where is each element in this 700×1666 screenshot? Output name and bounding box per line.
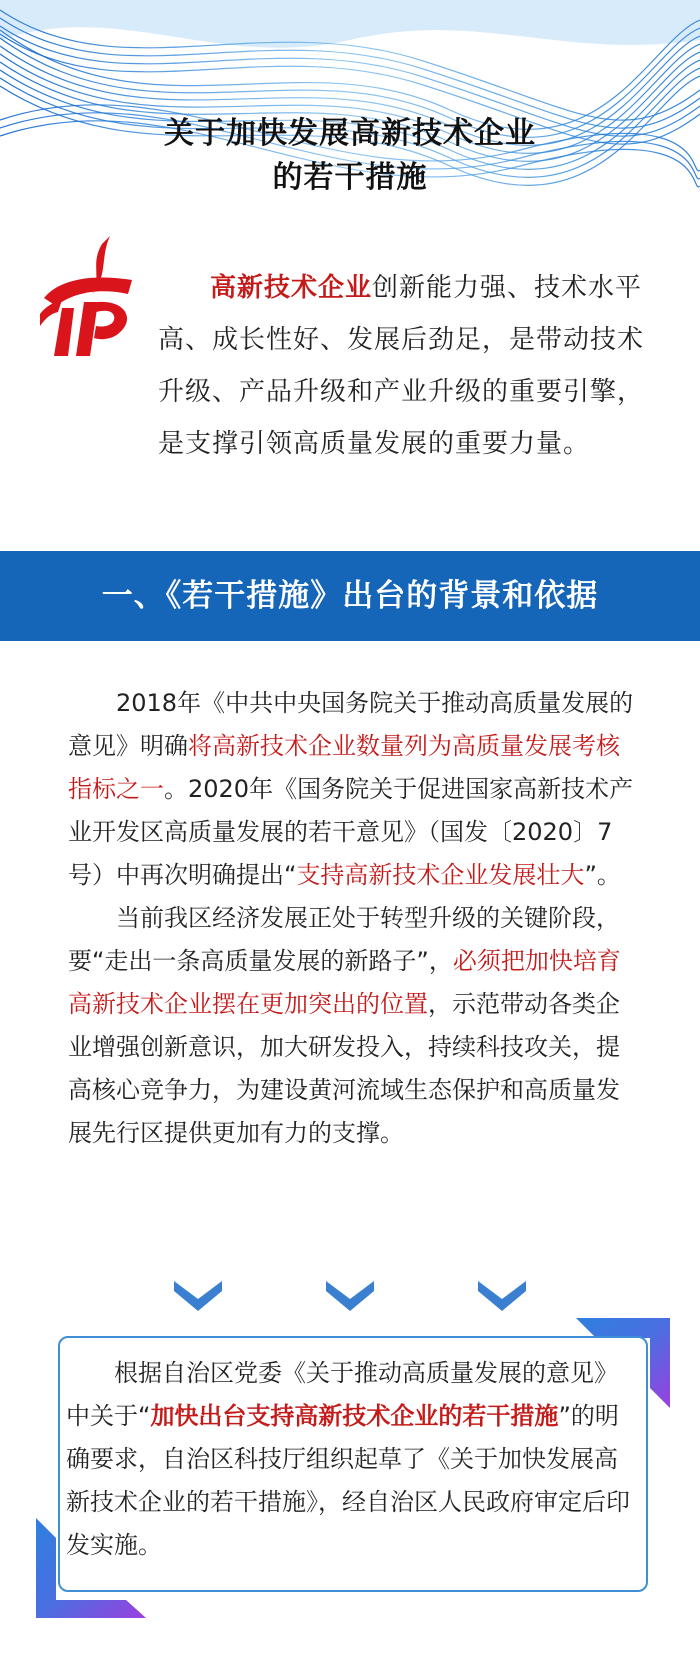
p1-text-1: 2018年《中共中央国务院关于推动高质量发展的意见》明确: [68, 689, 634, 760]
chevron-down-icon: [326, 1281, 374, 1311]
title-line-2: 的若干措施: [272, 160, 428, 195]
high-tech-logo-icon: [40, 236, 136, 356]
page-title: [0, 112, 700, 200]
section-header-band: [0, 551, 700, 641]
paragraph-background: [68, 682, 638, 897]
callout-text: [66, 1352, 640, 1567]
chevron-down-icon: [174, 1281, 222, 1311]
section-body: [68, 682, 638, 1155]
intro-paragraph: [158, 262, 658, 470]
intro-highlight: 高新技术企业: [210, 273, 373, 303]
p1-text-3: ”。: [584, 861, 621, 889]
callout-highlight: 加快出台支持高新技术企业的若干措施: [150, 1402, 559, 1430]
p2-text-2: ，示范带动各类企业增强创新意识，加大研发投入，持续科技攻关，提高核心竞争力，为建设黄河流域生态保护和高质量发展先行区提供更加有力的支撑。: [68, 990, 620, 1147]
intro-text: 创新能力强、技术水平高、成长性好、发展后劲足，是带动技术升级、产品升级和产业升级的重要引擎，是支撑引领高质量发展的重要力量。: [158, 273, 645, 459]
section-title: 一、《若干措施》出台的背景和依据: [101, 578, 599, 614]
callout-text-2: ”的明确要求，自治区科技厅组织起草了《关于加快发展高新技术企业的若干措施》，经自治区人民政府审定后印发实施。: [66, 1402, 630, 1559]
chevron-down-icon: [478, 1281, 526, 1311]
p1-text-2: 。2020年《国务院关于促进国家高新技术产业开发区高质量发展的若干意见》（国发〔2020〕7号）中再次明确提出“: [68, 775, 634, 889]
p2-text-1: 当前我区经济发展正处于转型升级的关键阶段，要“走出一条高质量发展的新路子”，: [68, 904, 620, 975]
title-line-1: 关于加快发展高新技术企业: [164, 116, 536, 151]
paragraph-current-stage: [68, 897, 638, 1155]
p1-highlight-2: 支持高新技术企业发展壮大: [296, 861, 585, 889]
p1-highlight-1: 将高新技术企业数量列为高质量发展考核指标之一: [68, 732, 620, 803]
callout-text-1: 根据自治区党委《关于推动高质量发展的意见》中关于“: [66, 1359, 618, 1430]
p2-highlight-1: 必须把加快培育高新技术企业摆在更加突出的位置: [68, 947, 621, 1018]
